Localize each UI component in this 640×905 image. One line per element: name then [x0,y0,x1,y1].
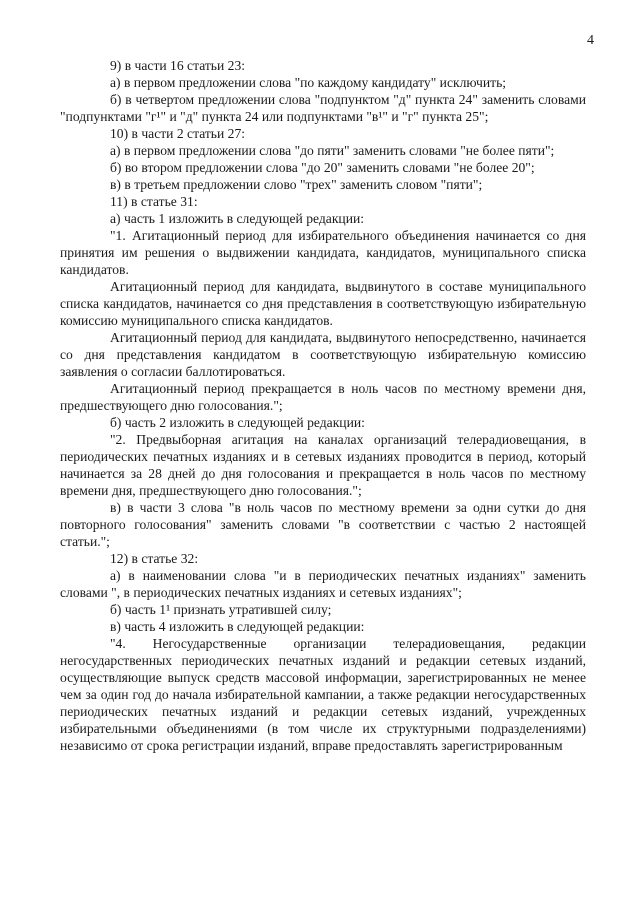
quoted-paragraph: "4. Негосударственные организации телерадиовещания, редакции негосударственных периодических печатных изданий и редакции сетевых изданий, осуществляющие выпуск средств массовой информации, зарегистрированных не менее чем за один год до начала избирательной кампании, а также редакции негосударственных периодических печатных изданий и редакции сетевых изданий, учрежденных избирательными объединениями (в том числе их структурными подразделениями) независимо от срока регистрации изданий, вправе предоставлять зарегистрированным [60,636,586,753]
paragraph-subitem-v: в) в части 3 слова "в ноль часов по местному времени за одни сутки до дня повторного голосования" заменить словами "в соответствии с частью 2 настоящей статьи."; [60,500,586,549]
paragraph-subitem-a: а) в первом предложении слова "по каждому кандидату" исключить; [110,75,507,90]
paragraph-item-10: 10) в части 2 статьи 27: [110,126,246,141]
paragraph-subitem-a: а) часть 1 изложить в следующей редакции: [110,211,365,226]
paragraph-item-11: 11) в статье 31: [110,194,198,209]
quoted-paragraph: Агитационный период для кандидата, выдвинутого непосредственно, начинается со дня представления кандидатом в соответствующую избирательную комиссию заявления о согласии баллотироваться. [60,330,586,379]
quoted-paragraph: "2. Предвыборная агитация на каналах организаций телерадиовещания, в периодических печатных изданиях и в сетевых изданиях проводится в период, который начинается за 28 дней до дня голосования и прекращается в ноль часов по местному времени дня, предшествующего дню голосования."; [60,432,586,498]
paragraph-subitem-b: б) часть 2 изложить в следующей редакции: [110,415,365,430]
paragraph-subitem-v: в) часть 4 изложить в следующей редакции: [110,619,365,634]
paragraph-subitem-v: в) в третьем предложении слово "трех" заменить словом "пяти"; [110,177,483,192]
document-body [60,57,586,754]
page-number: 4 [587,33,594,48]
quoted-paragraph: Агитационный период для кандидата, выдвинутого в составе муниципального списка кандидатов, начинается со дня представления в соответствующую избирательную комиссию муниципального списка кандидатов. [60,279,586,328]
paragraph-item-9: 9) в части 16 статьи 23: [110,58,246,73]
paragraph-subitem-b: б) в четвертом предложении слова "подпунктом "д" пункта 24" заменить словами "подпунктами "г¹" и "д" пункта 24 или подпунктами "в¹" и "г" пункта 25"; [60,92,586,124]
quoted-paragraph: "1. Агитационный период для избирательного объединения начинается со дня принятия им решения о выдвижении кандидата, кандидатов, муниципального списка кандидатов. [60,228,586,277]
paragraph-subitem-b: б) часть 1¹ признать утратившей силу; [110,602,332,617]
paragraph-subitem-b: б) во втором предложении слова "до 20" заменить словами "не более 20"; [110,160,535,175]
quoted-paragraph: Агитационный период прекращается в ноль часов по местному времени дня, предшествующего дню голосования."; [60,381,586,413]
paragraph-subitem-a: а) в первом предложении слова "до пяти" заменить словами "не более пяти"; [110,143,555,158]
paragraph-item-12: 12) в статье 32: [110,551,199,566]
paragraph-subitem-a: а) в наименовании слова "и в периодических печатных изданиях" заменить словами ", в периодических печатных изданиях и сетевых изданиях"; [60,568,586,600]
